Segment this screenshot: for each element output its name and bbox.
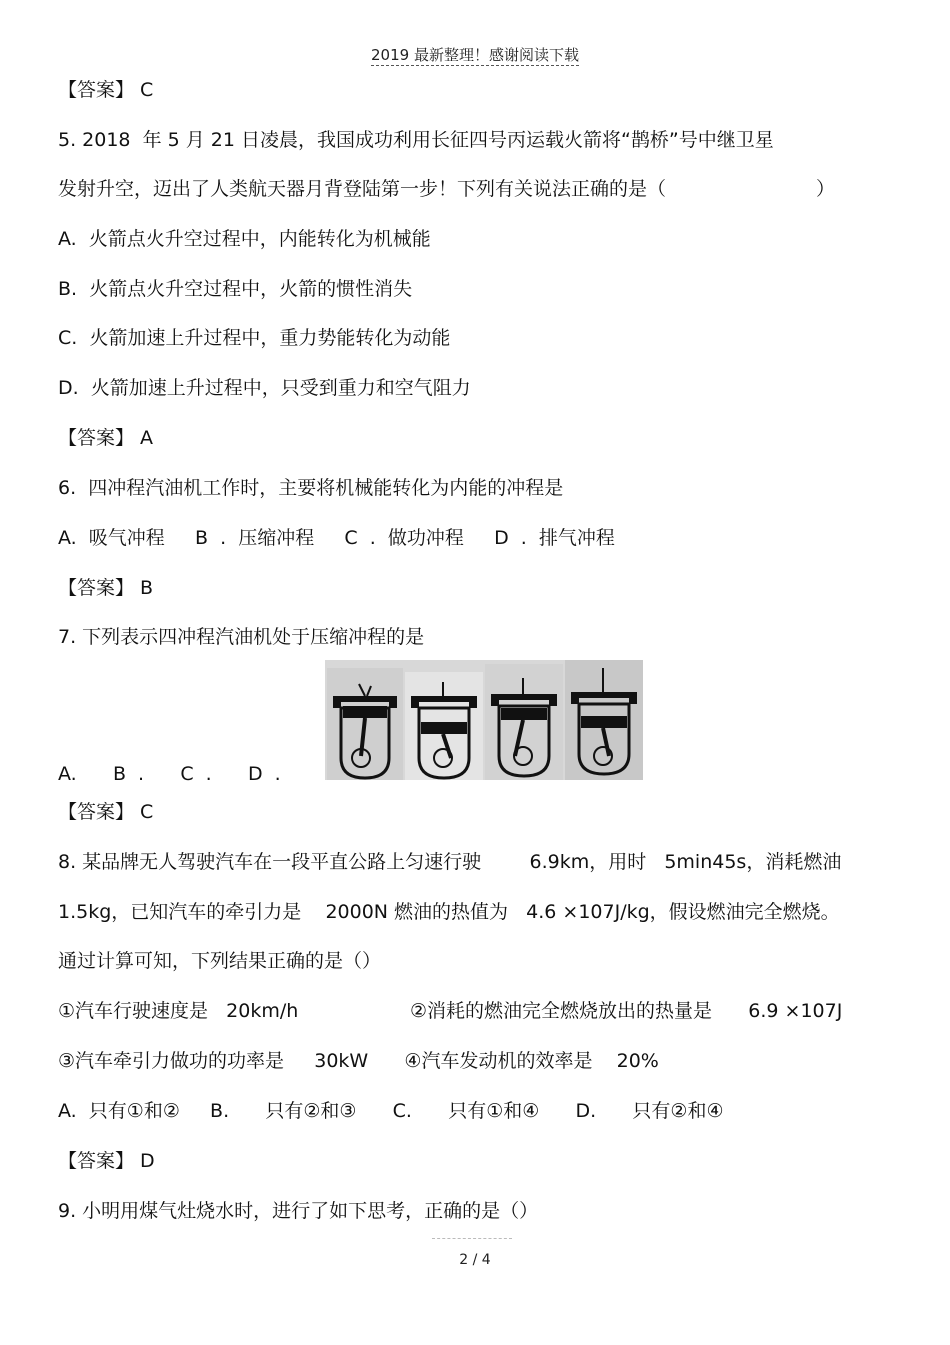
engine-diagrams-figure	[325, 660, 643, 780]
question-8-statement-1: ①汽车行驶速度是 20km/h	[58, 1000, 299, 1022]
question-7-options: A. B . C . D .	[58, 763, 281, 785]
question-7: 7. 下列表示四冲程汽油机处于压缩冲程的是	[58, 626, 425, 648]
engine-diagram-b	[405, 672, 483, 780]
answer-4: 【答案】 C	[58, 79, 154, 101]
question-5-option-a: A. 火箭点火升空过程中，内能转化为机械能	[58, 228, 431, 250]
question-5-option-c: C. 火箭加速上升过程中，重力势能转化为动能	[58, 327, 451, 349]
answer-5: 【答案】 A	[58, 427, 154, 449]
question-5-line-2: 发射升空，迈出了人类航天器月背登陆第一步！下列有关说法正确的是（	[58, 178, 667, 200]
page-number: 2 / 4	[459, 1252, 491, 1268]
question-8-line-2: 1.5kg，已知汽车的牵引力是 2000N 燃油的热值为 4.6 ×107J/kg，假设燃油完全燃烧。	[58, 901, 840, 923]
question-5-line-1: 5. 2018 年 5 月 21 日凌晨，我国成功利用长征四号丙运载火箭将“鹊桥”号中继卫星	[58, 129, 774, 151]
question-5-paren-close: ）	[816, 178, 836, 200]
page-header	[0, 44, 950, 65]
question-6-options: A. 吸气冲程 B . 压缩冲程 C . 做功冲程 D . 排气冲程	[58, 527, 615, 549]
question-9: 9. 小明用煤气灶烧水时，进行了如下思考，正确的是（）	[58, 1200, 539, 1222]
question-8-line-3: 通过计算可知，下列结果正确的是（）	[58, 950, 382, 972]
engine-diagram-a	[327, 668, 403, 780]
header-text: 2019 最新整理！感谢阅读下载	[371, 46, 579, 64]
engine-diagram-c	[485, 664, 563, 780]
question-6: 6. 四冲程汽油机工作时，主要将机械能转化为内能的冲程是	[58, 477, 564, 499]
question-8-options: A. 只有①和② B. 只有②和③ C. 只有①和④ D. 只有②和④	[58, 1100, 724, 1122]
question-8-statements-3-4: ③汽车牵引力做功的功率是 30kW ④汽车发动机的效率是 20%	[58, 1050, 659, 1072]
question-8-statement-2: ②消耗的燃油完全燃烧放出的热量是 6.9 ×107J	[410, 1000, 843, 1022]
engine-diagram-d	[565, 660, 643, 780]
answer-6: 【答案】 B	[58, 577, 154, 599]
footer-divider	[432, 1238, 512, 1243]
four-stroke-engine-diagrams-icon	[325, 660, 643, 780]
answer-8: 【答案】 D	[58, 1150, 155, 1172]
question-5-option-d: D. 火箭加速上升过程中，只受到重力和空气阻力	[58, 377, 471, 399]
question-8-line-1: 8. 某品牌无人驾驶汽车在一段平直公路上匀速行驶 6.9km，用时 5min45s，消耗燃油	[58, 851, 842, 873]
question-5-option-b: B. 火箭点火升空过程中，火箭的惯性消失	[58, 278, 413, 300]
answer-7: 【答案】 C	[58, 801, 154, 823]
